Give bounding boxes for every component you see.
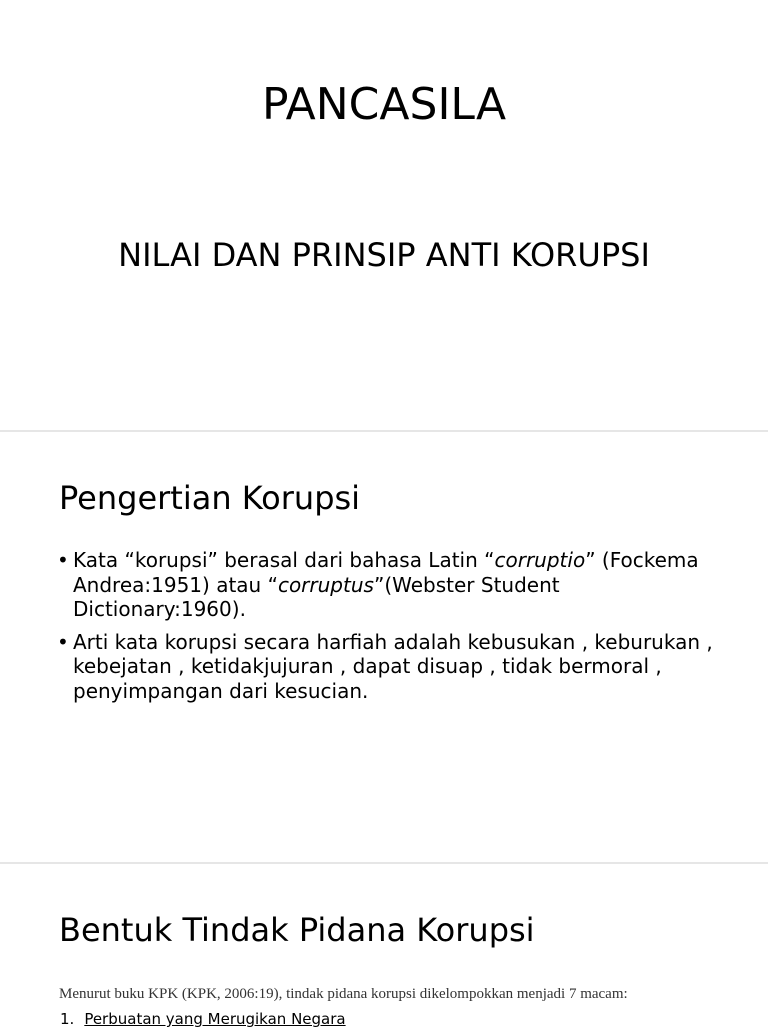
bullet-icon: • (57, 629, 69, 654)
intro-text: Menurut buku KPK (KPK, 2006:19), tindak pidana korupsi dikelompokkan menjadi 7 macam: (59, 986, 628, 1002)
latin-term: corruptus (277, 572, 374, 597)
latin-term: corruptio (494, 548, 586, 572)
presentation-subtitle: NILAI DAN PRINSIP ANTI KORUPSI (118, 236, 650, 274)
slide-bentuk-tindak-pidana (0, 864, 768, 1028)
presentation-title: PANCASILA (261, 79, 507, 130)
slide-pengertian-korupsi (0, 432, 768, 862)
list-item (60, 1009, 346, 1029)
bullet-list (57, 548, 717, 711)
section-heading: Pengertian Korupsi (59, 479, 361, 517)
slide-title (0, 0, 768, 430)
bullet-text: Arti kata korupsi secara harfiah adalah kebusukan , keburukan , kebejatan , ketidakjujuran , dapat disuap , tidak bermoral , penyimpangan dari kesucian. (73, 629, 713, 703)
list-number: 1. (60, 1010, 75, 1028)
bullet-item (57, 630, 717, 704)
bullet-icon: • (57, 548, 69, 572)
list-text: Perbuatan yang Merugikan Negara (84, 1010, 346, 1028)
bullet-item (57, 548, 717, 622)
section-heading: Bentuk Tindak Pidana Korupsi (59, 911, 535, 949)
bullet-text: Kata “korupsi” berasal dari bahasa Latin “corruptio” (Fockema Andrea:1951) atau “corruptus”(Webster Student Dictionary:1960). (73, 548, 699, 621)
